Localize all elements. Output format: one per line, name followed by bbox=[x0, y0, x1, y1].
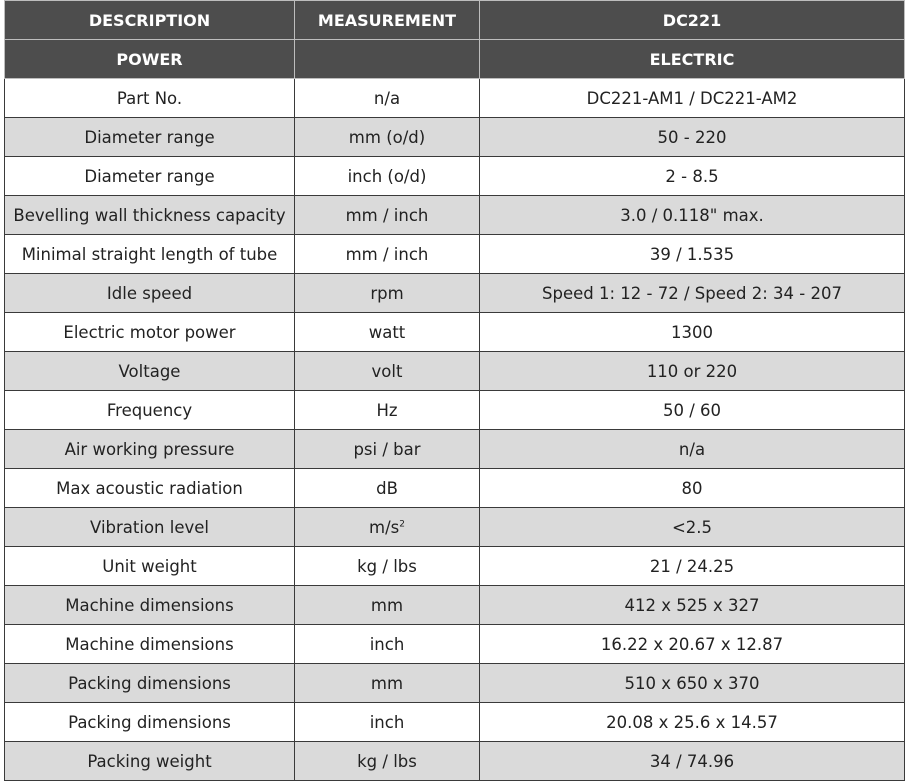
row-description: Part No. bbox=[5, 79, 295, 118]
row-measurement-text: m/s bbox=[369, 517, 400, 537]
row-measurement-text: Hz bbox=[376, 400, 398, 420]
table-row bbox=[5, 547, 905, 586]
row-measurement bbox=[295, 313, 480, 352]
table-row bbox=[5, 586, 905, 625]
row-description: Packing weight bbox=[5, 742, 295, 781]
row-measurement bbox=[295, 118, 480, 157]
row-description: Machine dimensions bbox=[5, 586, 295, 625]
table-row bbox=[5, 742, 905, 781]
row-measurement-text: mm bbox=[370, 595, 404, 615]
row-description: Diameter range bbox=[5, 118, 295, 157]
power-measurement bbox=[295, 40, 480, 79]
table-row bbox=[5, 313, 905, 352]
table-row bbox=[5, 274, 905, 313]
table-row bbox=[5, 118, 905, 157]
power-label: POWER bbox=[5, 40, 295, 79]
row-value: 1300 bbox=[480, 313, 905, 352]
row-description: Air working pressure bbox=[5, 430, 295, 469]
row-description: Packing dimensions bbox=[5, 703, 295, 742]
row-value: 21 / 24.25 bbox=[480, 547, 905, 586]
row-measurement-text: mm bbox=[370, 673, 404, 693]
header-model: DC221 bbox=[480, 1, 905, 40]
table-row bbox=[5, 508, 905, 547]
row-measurement-text: inch (o/d) bbox=[347, 166, 427, 186]
row-value: 16.22 x 20.67 x 12.87 bbox=[480, 625, 905, 664]
header-row bbox=[5, 1, 905, 40]
row-measurement bbox=[295, 235, 480, 274]
row-measurement bbox=[295, 664, 480, 703]
row-value: 20.08 x 25.6 x 14.57 bbox=[480, 703, 905, 742]
row-description: Max acoustic radiation bbox=[5, 469, 295, 508]
power-row bbox=[5, 40, 905, 79]
row-value: n/a bbox=[480, 430, 905, 469]
row-description: Packing dimensions bbox=[5, 664, 295, 703]
row-measurement-text: inch bbox=[369, 634, 405, 654]
row-measurement-text: dB bbox=[376, 478, 398, 498]
row-measurement bbox=[295, 274, 480, 313]
row-description: Diameter range bbox=[5, 157, 295, 196]
row-measurement bbox=[295, 196, 480, 235]
row-measurement bbox=[295, 352, 480, 391]
row-measurement-text: mm (o/d) bbox=[348, 127, 426, 147]
table-row bbox=[5, 352, 905, 391]
row-measurement-text: psi / bar bbox=[353, 439, 421, 459]
row-measurement bbox=[295, 157, 480, 196]
table-row bbox=[5, 391, 905, 430]
row-value: <2.5 bbox=[480, 508, 905, 547]
row-value: 2 - 8.5 bbox=[480, 157, 905, 196]
table-row bbox=[5, 703, 905, 742]
row-description: Unit weight bbox=[5, 547, 295, 586]
row-measurement bbox=[295, 703, 480, 742]
table-row bbox=[5, 235, 905, 274]
row-value: 110 or 220 bbox=[480, 352, 905, 391]
row-description: Bevelling wall thickness capacity bbox=[5, 196, 295, 235]
row-value: 50 / 60 bbox=[480, 391, 905, 430]
row-measurement bbox=[295, 742, 480, 781]
row-value: 80 bbox=[480, 469, 905, 508]
row-value: 39 / 1.535 bbox=[480, 235, 905, 274]
row-measurement-text: rpm bbox=[370, 283, 404, 303]
row-measurement-text: mm / inch bbox=[345, 205, 429, 225]
table-row bbox=[5, 430, 905, 469]
row-measurement bbox=[295, 79, 480, 118]
row-value: DC221-AM1 / DC221-AM2 bbox=[480, 79, 905, 118]
row-measurement-text: n/a bbox=[373, 88, 401, 108]
row-measurement bbox=[295, 625, 480, 664]
spec-table bbox=[4, 0, 905, 781]
row-measurement-text: watt bbox=[368, 322, 406, 342]
row-value: 3.0 / 0.118" max. bbox=[480, 196, 905, 235]
header-measurement: MEASUREMENT bbox=[295, 1, 480, 40]
row-description: Minimal straight length of tube bbox=[5, 235, 295, 274]
table-row bbox=[5, 625, 905, 664]
row-description: Electric motor power bbox=[5, 313, 295, 352]
table-row bbox=[5, 157, 905, 196]
table-row bbox=[5, 196, 905, 235]
table-row bbox=[5, 664, 905, 703]
row-description: Voltage bbox=[5, 352, 295, 391]
row-description: Machine dimensions bbox=[5, 625, 295, 664]
table-row bbox=[5, 79, 905, 118]
row-measurement-text: inch bbox=[369, 712, 405, 732]
row-measurement bbox=[295, 586, 480, 625]
table-row bbox=[5, 469, 905, 508]
spec-body bbox=[5, 79, 905, 781]
row-measurement bbox=[295, 391, 480, 430]
row-description: Idle speed bbox=[5, 274, 295, 313]
row-measurement bbox=[295, 508, 480, 547]
row-measurement-text: kg / lbs bbox=[357, 556, 417, 576]
row-measurement bbox=[295, 469, 480, 508]
row-measurement-text: mm / inch bbox=[345, 244, 429, 264]
header-description: DESCRIPTION bbox=[5, 1, 295, 40]
row-value: 412 x 525 x 327 bbox=[480, 586, 905, 625]
row-description: Vibration level bbox=[5, 508, 295, 547]
row-description: Frequency bbox=[5, 391, 295, 430]
row-value: 510 x 650 x 370 bbox=[480, 664, 905, 703]
row-value: 34 / 74.96 bbox=[480, 742, 905, 781]
row-value: 50 - 220 bbox=[480, 118, 905, 157]
row-measurement bbox=[295, 430, 480, 469]
row-measurement-superscript: 2 bbox=[399, 519, 405, 529]
row-measurement-text: kg / lbs bbox=[357, 751, 417, 771]
row-measurement-text: volt bbox=[371, 361, 403, 381]
row-measurement bbox=[295, 547, 480, 586]
power-value: ELECTRIC bbox=[480, 40, 905, 79]
row-value: Speed 1: 12 - 72 / Speed 2: 34 - 207 bbox=[480, 274, 905, 313]
